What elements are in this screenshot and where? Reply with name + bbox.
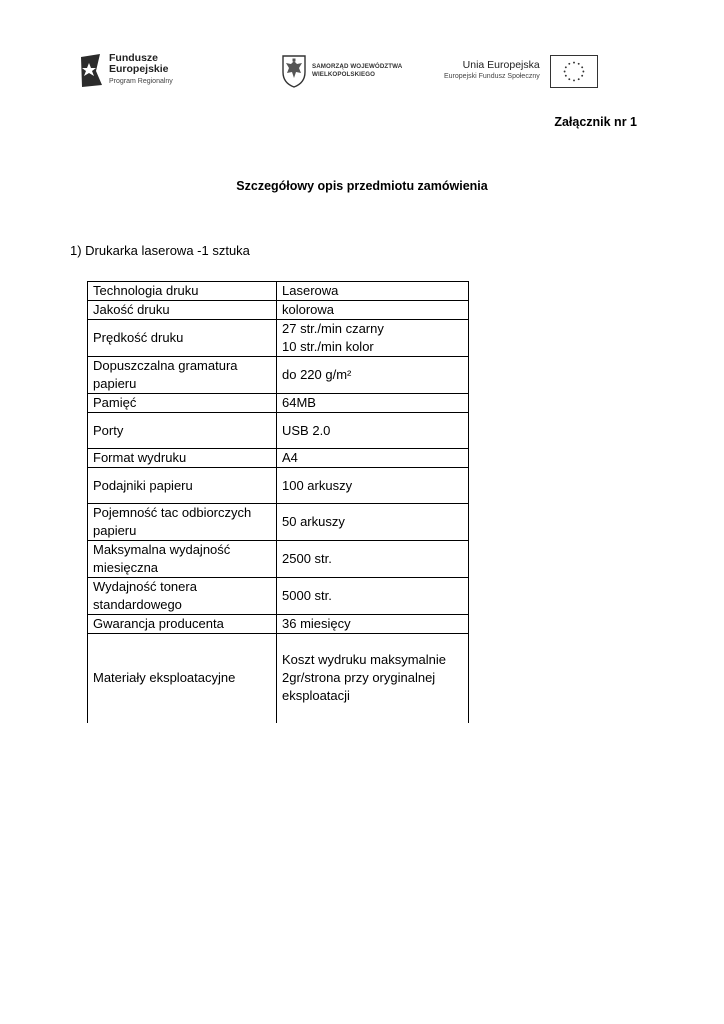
spec-label: Dopuszczalna gramatura papieru (88, 357, 277, 394)
spec-label: Wydajność tonera standardowego (88, 578, 277, 615)
eu-flag-icon (550, 55, 598, 88)
logo-fe-line1: Fundusze (109, 52, 158, 64)
spec-value-line: 2500 str. (282, 551, 332, 566)
table-row (88, 504, 469, 541)
spec-value (277, 634, 469, 723)
spec-value-line: 64MB (282, 395, 316, 410)
spec-value-line: 5000 str. (282, 588, 332, 603)
spec-value (277, 468, 469, 504)
spec-value-line: USB 2.0 (282, 422, 331, 438)
logo-samorzad (281, 53, 402, 89)
spec-value-line: 100 arkuszy (282, 477, 353, 493)
spec-label: Jakość druku (88, 301, 277, 320)
spec-value (277, 578, 469, 615)
spec-value-line: 10 str./min kolor (282, 339, 374, 354)
spec-label: Materiały eksploatacyjne (88, 634, 277, 723)
section-heading: 1) Drukarka laserowa -1 sztuka (70, 243, 250, 258)
spec-value-line: do 220 g/m² (282, 367, 352, 382)
spec-label: Gwarancja producenta (88, 615, 277, 634)
table-row (88, 615, 469, 634)
table-row (88, 634, 469, 723)
spec-label: Pamięć (88, 394, 277, 413)
logo-ue-line1: Unia Europejska (462, 59, 540, 71)
spec-value-line: Koszt wydruku maksymalnie (282, 652, 446, 668)
spec-value-line: 50 arkuszy (282, 514, 345, 529)
eagle-shield-icon (281, 54, 307, 88)
spec-value-line: A4 (282, 450, 298, 465)
table-row (88, 541, 469, 578)
spec-value-line: eksploatacji (282, 688, 350, 704)
table-row (88, 468, 469, 504)
table-row (88, 394, 469, 413)
table-row (88, 578, 469, 615)
spec-value-line: kolorowa (282, 302, 335, 317)
logo-unia-europejska (444, 53, 598, 89)
table-row (88, 357, 469, 394)
logo-fe-line3: Program Regionalny (109, 78, 173, 85)
spec-value (277, 394, 469, 413)
spec-value (277, 357, 469, 394)
spec-value (277, 541, 469, 578)
spec-label: Pojemność tac odbiorczych papieru (88, 504, 277, 541)
table-row (88, 282, 469, 301)
spec-table (87, 281, 469, 723)
spec-value-line: 27 str./min czarny (282, 321, 384, 336)
spec-value (277, 320, 469, 357)
spec-label: Podajniki papieru (88, 468, 277, 504)
spec-label: Technologia druku (88, 282, 277, 301)
table-row (88, 449, 469, 468)
spec-label: Porty (88, 413, 277, 449)
logo-ue-line2: Europejski Fundusz Społeczny (444, 73, 540, 80)
logo-sw-line2: WIELKOPOLSKIEGO (312, 71, 376, 78)
logo-fundusze-europejskie (78, 50, 173, 90)
spec-value-line: 2gr/strona przy oryginalnej (282, 670, 436, 686)
logo-sw-line1: SAMORZĄD WOJEWÓDZTWA (312, 63, 403, 70)
fundusze-europejskie-icon (78, 51, 104, 89)
spec-value-line: 36 miesięcy (282, 616, 351, 631)
spec-value (277, 282, 469, 301)
logo-fe-line2: Europejskie (109, 63, 169, 75)
spec-value (277, 301, 469, 320)
table-row (88, 301, 469, 320)
spec-value (277, 615, 469, 634)
spec-value (277, 413, 469, 449)
spec-value-line: Laserowa (282, 283, 339, 298)
spec-value (277, 504, 469, 541)
annex-label: Załącznik nr 1 (554, 115, 637, 129)
spec-label: Prędkość druku (88, 320, 277, 357)
table-row (88, 413, 469, 449)
document-title: Szczegółowy opis przedmiotu zamówienia (236, 179, 488, 193)
spec-label: Maksymalna wydajność miesięczna (88, 541, 277, 578)
spec-label: Format wydruku (88, 449, 277, 468)
spec-value (277, 449, 469, 468)
table-row (88, 320, 469, 357)
